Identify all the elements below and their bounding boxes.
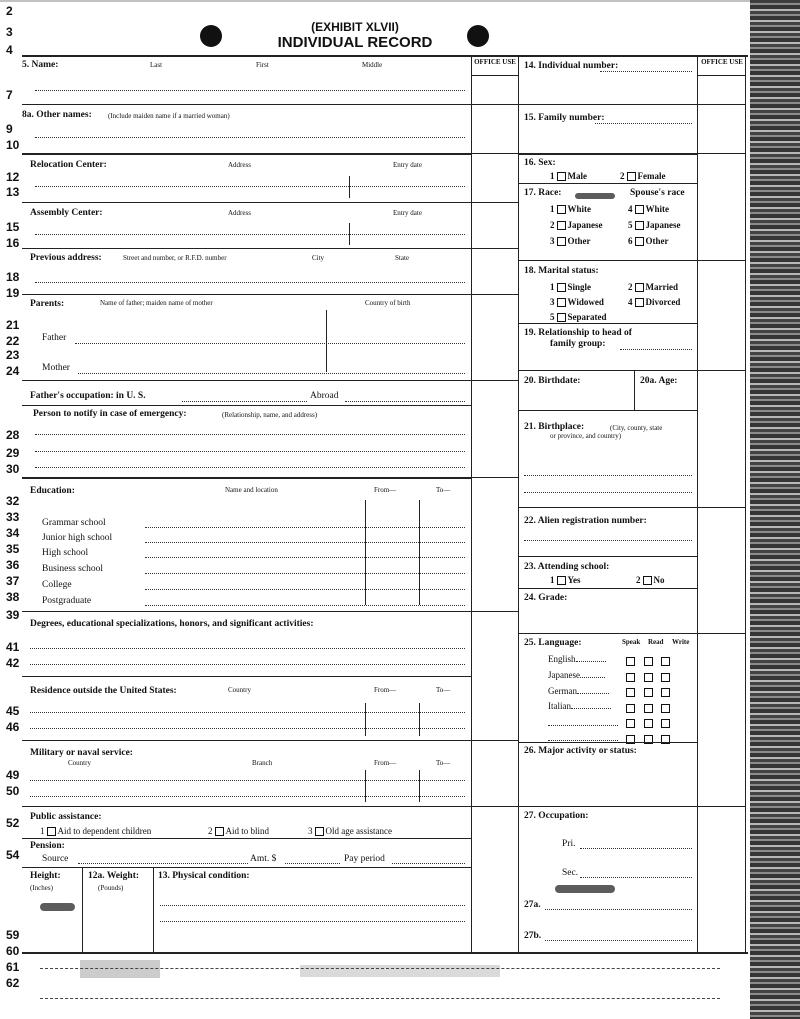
name-last-label: Last: [150, 61, 163, 69]
line-number: 21: [6, 318, 20, 332]
residence-line-2[interactable]: [30, 728, 465, 729]
age-label: 20a. Age:: [640, 376, 678, 386]
divider: [22, 153, 471, 155]
assembly-entry-label: Entry date: [393, 209, 422, 217]
office-col2-right: [745, 55, 746, 952]
public-assistance-label: Public assistance:: [30, 812, 102, 822]
mother-line[interactable]: [78, 373, 465, 374]
r-divider: [518, 742, 697, 743]
military-country: Country: [68, 759, 91, 767]
race-white-checkbox[interactable]: 1 White: [550, 204, 591, 214]
individual-number-line[interactable]: [600, 71, 692, 72]
spouse-white-checkbox[interactable]: 4 White: [628, 204, 669, 214]
divider: [22, 380, 471, 381]
line-number: 18: [6, 270, 20, 284]
education-from: From—: [374, 486, 397, 494]
r-divider: [518, 633, 697, 634]
race-label: 17. Race:: [524, 188, 562, 198]
r-divider: [518, 410, 697, 411]
education-to: To—: [436, 486, 451, 494]
relocation-line[interactable]: [35, 186, 465, 187]
previous-address-city: City: [312, 254, 325, 262]
parents-country-label: Country of birth: [365, 299, 411, 307]
occupation-pri: Pri.: [562, 839, 576, 849]
occupation-27b: 27b.: [524, 931, 542, 941]
line-number: 3: [6, 25, 13, 39]
lang-row-japanese[interactable]: Japanese: [548, 670, 605, 680]
pa-opt-2[interactable]: 2 Aid to blind: [208, 826, 270, 836]
residence-country: Country: [228, 686, 251, 694]
race-other-checkbox[interactable]: 3 Other: [550, 236, 591, 246]
assembly-label: Assembly Center:: [30, 208, 103, 218]
pension-period: Pay period: [344, 854, 385, 864]
divider: [22, 248, 471, 249]
office-row: [471, 202, 518, 203]
divider: [22, 838, 471, 839]
residence-label: Residence outside the United States:: [30, 686, 177, 696]
office-col-right: [518, 55, 519, 952]
physical-line-2[interactable]: [160, 921, 465, 922]
line-number: 23: [6, 348, 20, 362]
line-number: 42: [6, 656, 20, 670]
office-row: [471, 477, 518, 478]
previous-address-street: Street and number, or R.F.D. number: [123, 254, 227, 262]
divider: [22, 405, 471, 406]
scan-top-edge: [0, 0, 800, 2]
birthplace-line-1[interactable]: [524, 475, 692, 476]
r-divider: [518, 153, 697, 155]
office-row: [471, 806, 518, 807]
line-number: 33: [6, 510, 20, 524]
military-line-1[interactable]: [30, 780, 465, 781]
birthplace-line-2[interactable]: [524, 492, 692, 493]
line-number: 36: [6, 558, 20, 572]
line-number: 37: [6, 574, 20, 588]
residence-line-1[interactable]: [30, 712, 465, 713]
line-number: 2: [6, 4, 13, 18]
education-label: Education:: [30, 486, 75, 496]
assembly-line[interactable]: [35, 234, 465, 235]
weight-unit: (Pounds): [98, 884, 124, 892]
language-label: 25. Language:: [524, 638, 582, 648]
relationship-label-2: family group:: [550, 339, 606, 349]
attending-yes[interactable]: 1 Yes: [550, 575, 581, 585]
scan-smudge: [300, 965, 500, 977]
line-number: 59: [6, 928, 20, 942]
r-divider: [518, 556, 697, 557]
line-number: 16: [6, 236, 20, 250]
military-label: Military or naval service:: [30, 748, 133, 758]
line-number: 54: [6, 848, 20, 862]
line-number: 41: [6, 640, 20, 654]
divider: [22, 611, 471, 612]
attending-school-label: 23. Attending school:: [524, 562, 610, 572]
race-japanese-checkbox[interactable]: 2 Japanese: [550, 220, 603, 230]
line-number: 12: [6, 170, 20, 184]
sex-male-checkbox[interactable]: 1 Male: [550, 171, 587, 181]
pension-amt-line[interactable]: [285, 863, 340, 864]
r-divider: [518, 323, 697, 324]
line-number: 32: [6, 494, 20, 508]
education-name-location: Name and location: [225, 486, 278, 494]
marital-single[interactable]: 1 Single: [550, 282, 592, 292]
office-use-label: OFFICE USE: [474, 58, 516, 66]
r-divider: [518, 588, 697, 589]
pa-opt-1[interactable]: 1 Aid to dependent children: [40, 826, 152, 836]
divider: [22, 867, 471, 868]
alien-registration-label: 22. Alien registration number:: [524, 516, 647, 526]
previous-address-line[interactable]: [35, 282, 465, 283]
military-sep-1: [365, 770, 366, 802]
previous-address-state: State: [395, 254, 409, 262]
line-number: 7: [6, 88, 13, 102]
edu-high-line[interactable]: [145, 557, 465, 558]
edu-junior: Junior high school: [42, 533, 113, 543]
father-line[interactable]: [75, 343, 465, 344]
line-number: 62: [6, 976, 20, 990]
office-row-2: [697, 633, 745, 634]
relationship-line[interactable]: [620, 349, 692, 350]
line-number: 9: [6, 122, 13, 136]
residence-from: From—: [374, 686, 397, 694]
name-line[interactable]: [35, 90, 465, 91]
bottom-scratch: [40, 998, 720, 999]
other-names-label: 8a. Other names:: [22, 110, 92, 120]
marital-separated[interactable]: 5 Separated: [550, 312, 607, 322]
line-number: 22: [6, 334, 20, 348]
redaction-mark: [555, 885, 615, 893]
military-line-2[interactable]: [30, 796, 465, 797]
edu-grammar: Grammar school: [42, 518, 106, 528]
divider: [22, 104, 471, 105]
family-number-label: 15. Family number:: [524, 113, 605, 123]
line-number: 49: [6, 768, 20, 782]
spouse-race-label: Spouse's race: [630, 188, 685, 198]
office-col-left: [471, 55, 472, 952]
edu-business: Business school: [42, 564, 103, 574]
marital-label: 18. Marital status:: [524, 266, 599, 276]
relocation-entry-label: Entry date: [393, 161, 422, 169]
father-label: Father: [42, 333, 67, 343]
grade-label: 24. Grade:: [524, 593, 568, 603]
occupation-sec-line[interactable]: [580, 877, 692, 878]
pa-opt-3[interactable]: 3 Old age assistance: [308, 826, 392, 836]
office-head-line: [471, 75, 518, 76]
individual-number-label: 14. Individual number:: [524, 61, 619, 71]
line-number: 52: [6, 816, 20, 830]
lang-row-italian[interactable]: Italian: [548, 701, 611, 711]
degrees-label: Degrees, educational specializations, honors, and significant activities:: [30, 619, 314, 629]
pension-period-line[interactable]: [392, 863, 465, 864]
exhibit-label: (EXHIBIT XLVII): [311, 20, 399, 34]
occupation-27a-line[interactable]: [545, 909, 692, 910]
family-number-line[interactable]: [595, 123, 692, 124]
degrees-line-1[interactable]: [30, 648, 465, 649]
height-unit: (Inches): [30, 884, 53, 892]
emergency-label: Person to notify in case of emergency:: [33, 409, 187, 419]
office-row-2: [697, 260, 745, 261]
physical-label: 13. Physical condition:: [158, 871, 250, 881]
residence-sep-1: [365, 703, 366, 736]
office-row-2: [697, 507, 745, 508]
edu-grammar-line[interactable]: [145, 527, 465, 528]
sex-label: 16. Sex:: [524, 158, 556, 168]
sex-female-checkbox[interactable]: 2 Female: [620, 171, 666, 181]
name-middle-label: Middle: [362, 61, 383, 69]
occupation-sec: Sec.: [562, 868, 579, 878]
spouse-other-checkbox[interactable]: 6 Other: [628, 236, 669, 246]
edu-junior-line[interactable]: [145, 542, 465, 543]
divider: [22, 202, 471, 203]
relocation-sep: [349, 176, 350, 198]
redaction-mark: [40, 903, 75, 911]
marital-married[interactable]: 2 Married: [628, 282, 678, 292]
divider: [22, 740, 471, 741]
edu-postgraduate: Postgraduate: [42, 596, 92, 606]
mother-label: Mother: [42, 363, 70, 373]
divider: [22, 806, 471, 807]
office-row: [471, 740, 518, 741]
military-to: To—: [436, 759, 451, 767]
birthdate-sep: [634, 370, 635, 410]
office-col2-left: [697, 55, 698, 952]
parents-label: Parents:: [30, 299, 65, 309]
line-number: 38: [6, 590, 20, 604]
redaction-mark: [575, 193, 615, 199]
physical-line-1[interactable]: [160, 905, 465, 906]
birthdate-label: 20. Birthdate:: [524, 376, 581, 386]
pension-label: Pension:: [30, 841, 65, 851]
edu-business-line[interactable]: [145, 573, 465, 574]
military-sep-2: [419, 770, 420, 802]
lang-row-german[interactable]: German: [548, 686, 609, 696]
office-row: [471, 248, 518, 249]
line-number: 15: [6, 220, 20, 234]
office-row-2: [697, 153, 745, 154]
line-number: 19: [6, 286, 20, 300]
attending-no[interactable]: 2 No: [636, 575, 665, 585]
line-number: 10: [6, 138, 20, 152]
line-number: 28: [6, 428, 20, 442]
hw-sep-2: [153, 867, 154, 952]
divider: [22, 676, 471, 677]
office-head-line-2: [697, 75, 745, 76]
father-occupation-label: Father's occupation: in U. S.: [30, 391, 146, 401]
line-number: 50: [6, 784, 20, 798]
r-divider: [518, 183, 697, 184]
parents-names-label: Name of father; maiden name of mother: [100, 299, 213, 307]
office-row-2: [697, 370, 745, 371]
height-label: Height:: [30, 871, 61, 881]
edu-college-line[interactable]: [145, 589, 465, 590]
edu-college: College: [42, 580, 72, 590]
emergency-line-2[interactable]: [35, 451, 465, 452]
alien-registration-line[interactable]: [524, 540, 692, 541]
residence-sep-2: [419, 703, 420, 736]
scan-edge-noise: [750, 0, 800, 1019]
birthplace-label: 21. Birthplace:: [524, 422, 585, 432]
frame-top: [22, 55, 748, 57]
spouse-japanese-checkbox[interactable]: 5 Japanese: [628, 220, 681, 230]
father-occ-us-line[interactable]: [182, 401, 307, 402]
assembly-address-label: Address: [228, 209, 251, 217]
military-branch: Branch: [252, 759, 273, 767]
lang-row-blank-2[interactable]: [548, 740, 618, 741]
office-row: [471, 294, 518, 295]
line-number: 4: [6, 43, 13, 57]
relocation-label: Relocation Center:: [30, 160, 107, 170]
office-use-label-2: OFFICE USE: [701, 58, 743, 66]
name-label: 5. Name:: [22, 60, 59, 70]
punch-hole: [467, 25, 489, 47]
bottom-scratch: [40, 968, 720, 969]
line-number: 13: [6, 185, 20, 199]
office-row-2: [697, 806, 745, 807]
marital-divorced[interactable]: 4 Divorced: [628, 297, 681, 307]
edu-high: High school: [42, 548, 89, 558]
military-from: From—: [374, 759, 397, 767]
line-number: 30: [6, 462, 20, 476]
occupation-27b-line[interactable]: [545, 940, 692, 941]
weight-label: 12a. Weight:: [88, 871, 140, 881]
line-number: 24: [6, 364, 20, 378]
father-occ-abroad-line[interactable]: [345, 401, 465, 402]
father-occ-abroad-label: Abroad: [310, 391, 339, 401]
lang-write: Write: [672, 638, 690, 646]
office-row-2: [697, 104, 745, 105]
office-row: [471, 380, 518, 381]
lang-read: Read: [648, 638, 664, 646]
line-number: 45: [6, 704, 20, 718]
emergency-line-1[interactable]: [35, 434, 465, 435]
lang-row-blank-1[interactable]: [548, 725, 618, 726]
occupation-pri-line[interactable]: [580, 848, 692, 849]
line-number: 34: [6, 526, 20, 540]
birthplace-note-2: or province, and country): [550, 432, 622, 440]
divider: [22, 294, 471, 295]
emergency-note: (Relationship, name, and address): [222, 411, 318, 419]
pension-amt: Amt. $: [250, 854, 277, 864]
degrees-line-2[interactable]: [30, 664, 465, 665]
marital-widowed[interactable]: 3 Widowed: [550, 297, 604, 307]
r-divider: [518, 806, 697, 807]
office-row: [471, 153, 518, 154]
divider: [22, 477, 471, 479]
page-title: INDIVIDUAL RECORD: [277, 34, 433, 51]
previous-address-label: Previous address:: [30, 253, 102, 263]
emergency-line-3[interactable]: [35, 467, 465, 468]
frame-bottom: [22, 952, 748, 954]
occupation-label: 27. Occupation:: [524, 811, 589, 821]
relocation-address-label: Address: [228, 161, 251, 169]
r-divider: [518, 260, 697, 261]
parents-sep: [326, 310, 327, 372]
office-row: [471, 611, 518, 612]
line-number: 60: [6, 944, 20, 958]
lang-speak: Speak: [622, 638, 641, 646]
line-number: 46: [6, 720, 20, 734]
line-number: 29: [6, 446, 20, 460]
r-divider: [518, 104, 697, 105]
residence-to: To—: [436, 686, 451, 694]
scan-smudge: [80, 960, 160, 978]
other-names-note: (Include maiden name if a married woman): [108, 112, 230, 120]
pension-source-line[interactable]: [78, 863, 248, 864]
r-divider: [518, 370, 697, 371]
edu-postgrad-line[interactable]: [145, 605, 465, 606]
punch-hole: [200, 25, 222, 47]
line-number: 35: [6, 542, 20, 556]
lang-row-english[interactable]: English: [548, 654, 606, 664]
line-number: 39: [6, 608, 20, 622]
language-checkbox-grid[interactable]: [624, 654, 694, 747]
relationship-label: 19. Relationship to head of: [524, 328, 632, 338]
line-number: 61: [6, 960, 20, 974]
name-first-label: First: [256, 61, 269, 69]
office-row: [471, 104, 518, 105]
occupation-27a: 27a.: [524, 900, 541, 910]
hw-sep-1: [82, 867, 83, 952]
pension-source: Source: [42, 854, 69, 864]
major-activity-label: 26. Major activity or status:: [524, 746, 637, 756]
other-names-line[interactable]: [35, 137, 465, 138]
r-divider: [518, 507, 697, 508]
birthplace-note: (City, county, state: [610, 424, 663, 432]
